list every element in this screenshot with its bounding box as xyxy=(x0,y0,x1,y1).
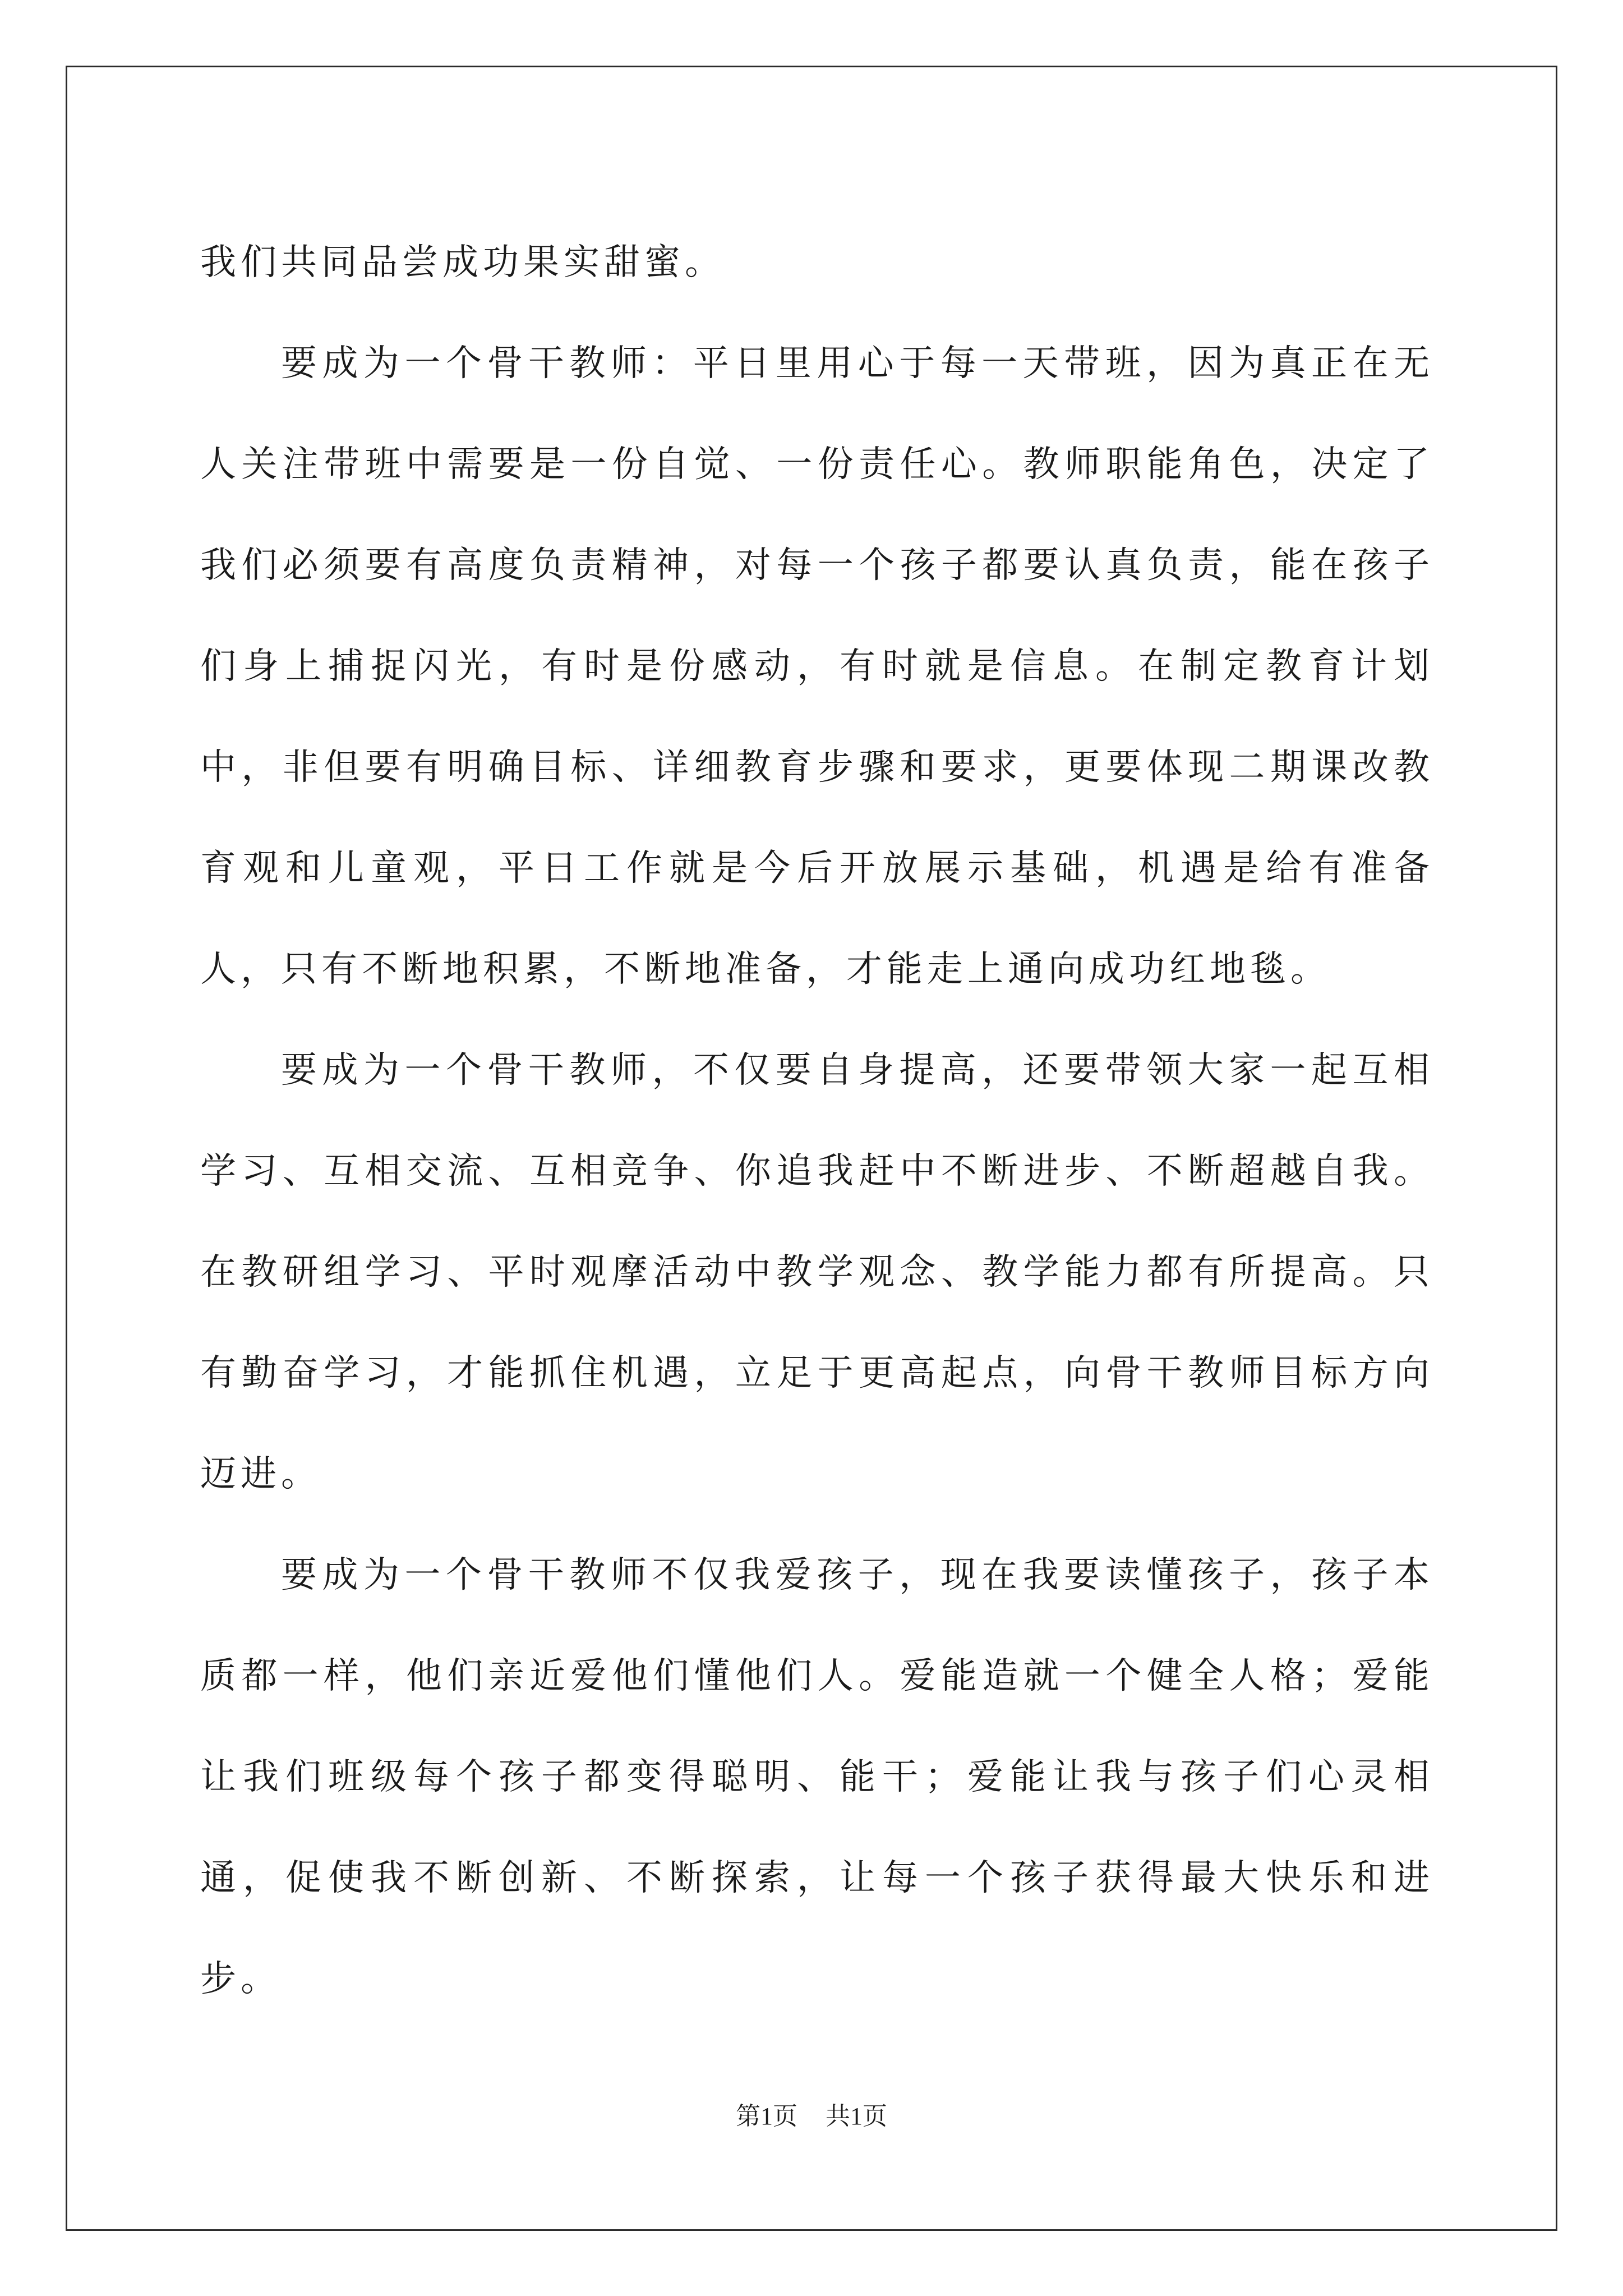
page-number: 第1页 xyxy=(736,2102,797,2130)
paragraph-1: 我们共同品尝成功果实甜蜜。 xyxy=(200,242,725,283)
paragraph-2: 要成为一个骨干教师：平日里用心于每一天带班，因为真正在无人关注带班中需要是一份自觉、一份责任心。教师职能角色，决定了我们必须要有高度负责精神，对每一个孩子都要认真负责，能在孩子们身上捕捉闪光，有时是份感动，有时就是信息。在制定教育计划中，非但要有明确目标、详细教育步骤和要求，更要体现二期课改教育观和儿童观，平日工作就是今后开放展示基础，机遇是给有准备人，只有不断地积累，不断地准备，才能走上通向成功红地毯。 xyxy=(200,343,1434,990)
document-body xyxy=(200,212,1434,2030)
page-footer xyxy=(0,2096,1623,2132)
paragraph-3: 要成为一个骨干教师，不仅要自身提高，还要带领大家一起互相学习、互相交流、互相竞争、你追我赶中不断进步、不断超越自我。在教研组学习、平时观摩活动中教学观念、教学能力都有所提高。只有勤奋学习，才能抓住机遇，立足于更高起点，向骨干教师目标方向迈进。 xyxy=(200,1050,1434,1495)
paragraph-4: 要成为一个骨干教师不仅我爱孩子，现在我要读懂孩子，孩子本质都一样，他们亲近爱他们懂他们人。爱能造就一个健全人格；爱能让我们班级每个孩子都变得聪明、能干；爱能让我与孩子们心灵相通，促使我不断创新、不断探索，让每一个孩子获得最大快乐和进步。 xyxy=(200,1554,1434,2000)
page-total: 共1页 xyxy=(826,2102,887,2130)
